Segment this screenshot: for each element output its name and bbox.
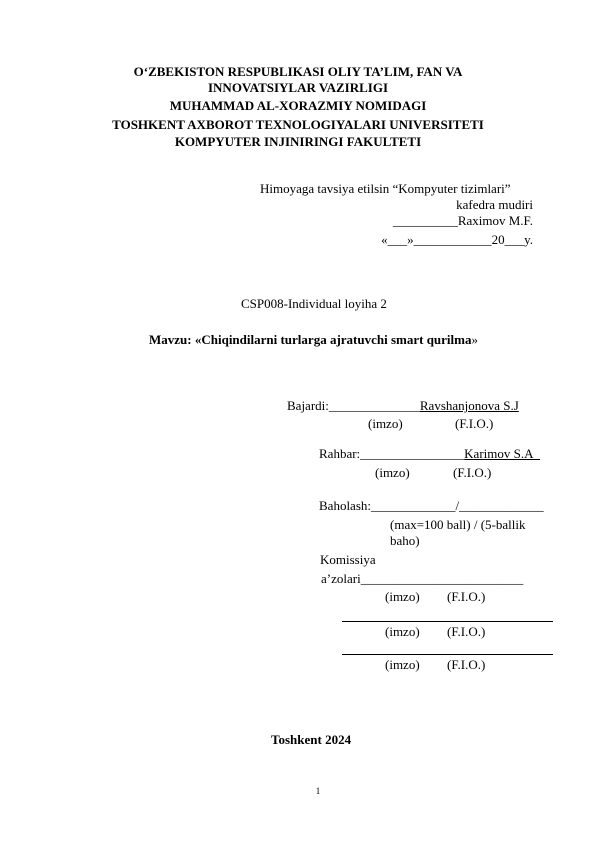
performer-name: Ravshanjonova S.J [419, 398, 519, 413]
grading-hint-1: (max=100 ball) / (5-ballik [390, 517, 526, 532]
approval-signature-line: __________Raximov M.F. [392, 213, 533, 228]
ministry-line-1: O‘ZBEKISTON RESPUBLIKASI OLIY TA’LIM, FAN VA [133, 64, 463, 79]
commission-row [321, 571, 523, 587]
project-code: CSP008-Individual loyiha 2 [241, 296, 387, 311]
performer-sign-hint: (imzo) [368, 416, 403, 431]
performer-label: Bajardi: [287, 398, 329, 413]
commission-member-line-3 [342, 654, 553, 655]
commission-name-hint-3: (F.I.O.) [447, 657, 486, 672]
city-year: Toshkent 2024 [271, 732, 352, 747]
performer-row [287, 398, 519, 414]
supervisor-sign-hint: (imzo) [375, 465, 410, 480]
grading-blank: _____________/_____________ [371, 498, 544, 513]
approval-date-line: «___»____________20___y. [381, 232, 533, 247]
performer-signature-blank: ______________ [328, 398, 420, 413]
commission-sign-hint-2: (imzo) [385, 624, 420, 639]
approval-recommendation: Himoyaga tavsiya etilsin “Kompyuter tizimlari” [260, 181, 511, 196]
supervisor-label: Rahbar: [319, 446, 361, 461]
grading-row [319, 498, 544, 514]
topic-close-quote: » [471, 332, 478, 347]
ministry-line-2: INNOVATSIYLAR VAZIRLIGI [207, 80, 388, 95]
faculty-line: KOMPYUTER INJINIRINGI FAKULTETI [174, 134, 422, 149]
approval-head-title: kafedra mudiri [456, 197, 533, 212]
university-line-1: MUHAMMAD AL-XORAZMIY NOMIDAGI [169, 98, 427, 113]
commission-member-line-2 [342, 621, 553, 622]
supervisor-signature-blank: ________________ [360, 446, 465, 461]
performer-name-hint: (F.I.O.) [455, 416, 494, 431]
topic-label: Mavzu: « [149, 332, 202, 347]
supervisor-name-hint: (F.I.O.) [453, 465, 492, 480]
topic-line [149, 332, 478, 348]
supervisor-name: Karimov S.A_ [464, 446, 540, 461]
university-line-2: TOSHKENT AXBOROT TEXNOLOGIYALARI UNIVERSITETI [112, 117, 484, 132]
supervisor-row [319, 446, 540, 462]
commission-name-hint-2: (F.I.O.) [447, 624, 486, 639]
commission-sign-hint-3: (imzo) [385, 657, 420, 672]
topic-title: Chiqindilarni turlarga ajratuvchi smart qurilma [201, 332, 472, 347]
commission-name-hint-1: (F.I.O.) [447, 589, 486, 604]
page-number: 1 [315, 786, 321, 796]
commission-sign-hint-1: (imzo) [385, 589, 420, 604]
commission-label-2: a’zolari [321, 571, 361, 586]
grading-hint-2: baho) [390, 533, 420, 548]
commission-blank: _________________________ [360, 571, 524, 586]
commission-label-1: Komissiya [320, 552, 376, 567]
grading-label: Baholash: [319, 498, 371, 513]
